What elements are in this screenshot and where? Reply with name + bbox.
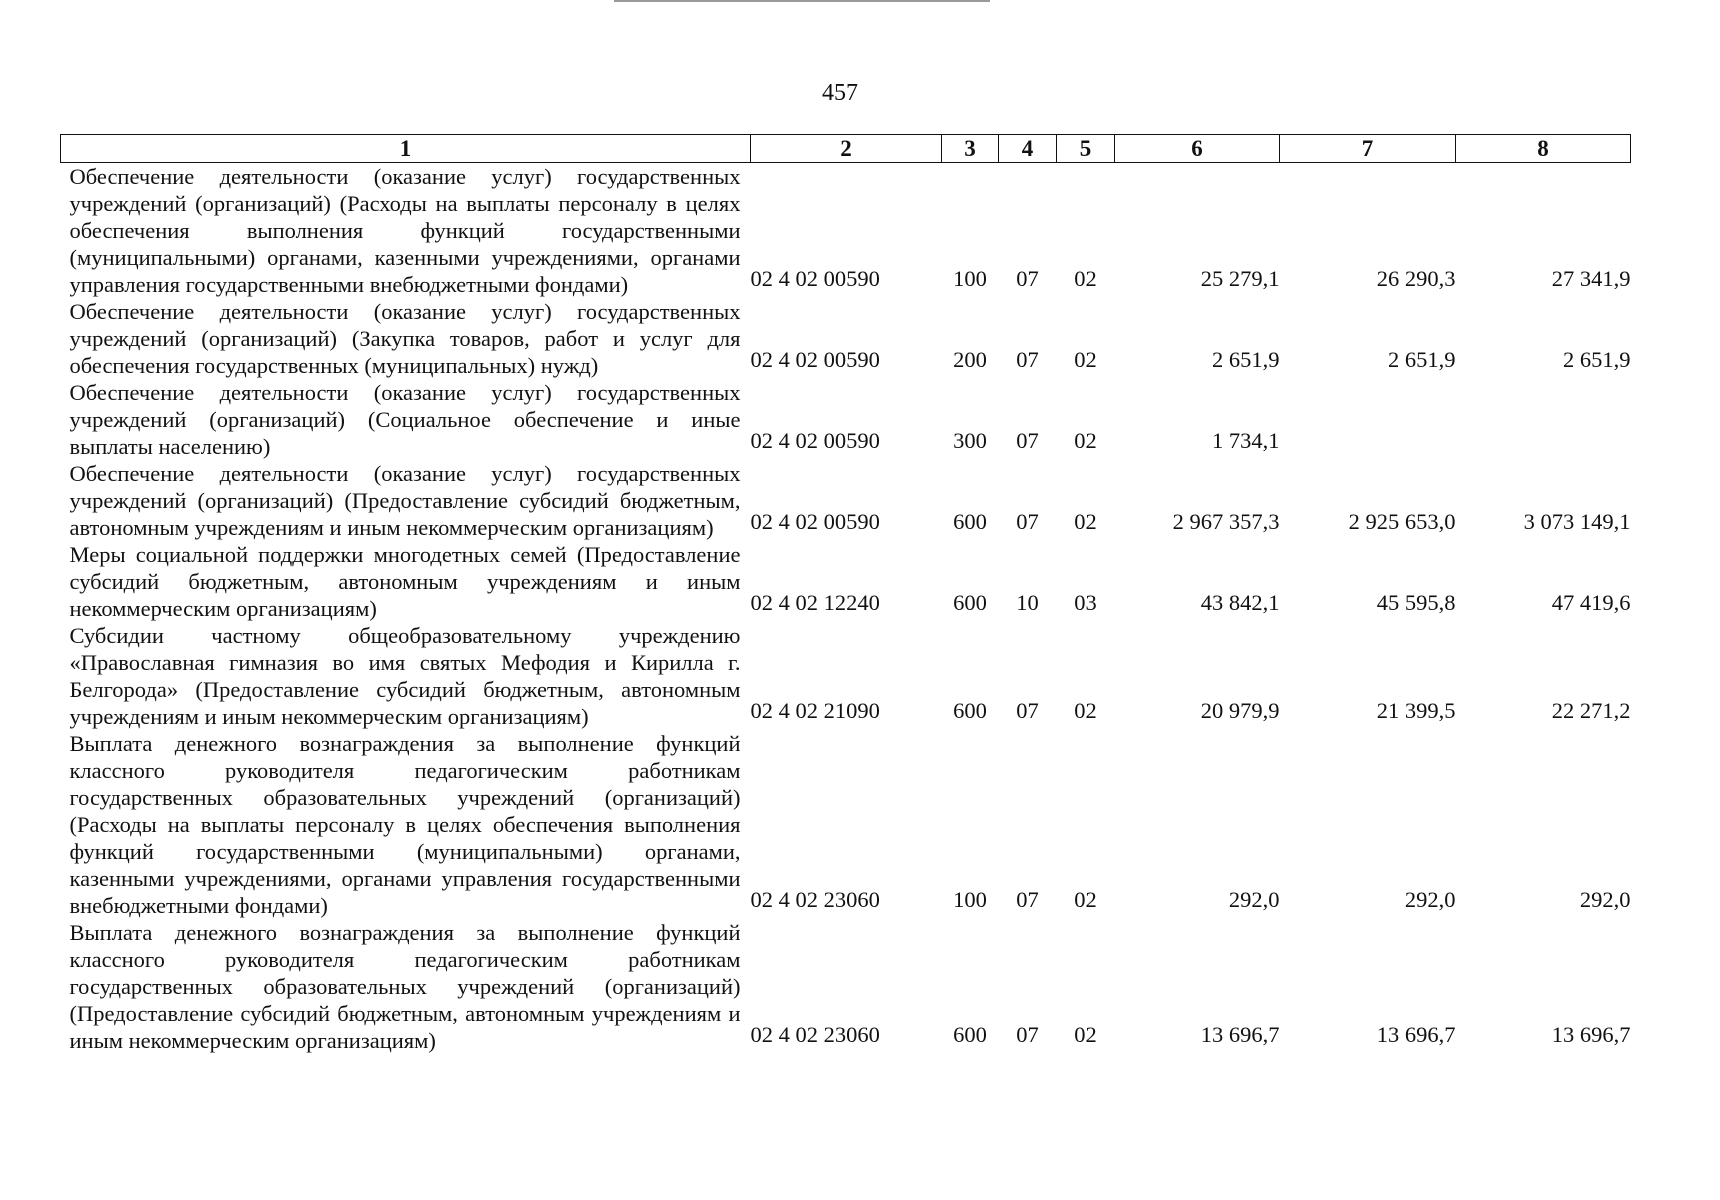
- row-value-8: 3 073 149,1: [1523, 509, 1631, 534]
- row-col-5: 02: [1074, 698, 1097, 723]
- row-col-3: 300: [953, 428, 987, 453]
- row-code: 02 4 02 21090: [750, 698, 880, 723]
- row-col-4: 07: [1016, 1022, 1039, 1047]
- row-col-4: 07: [1016, 509, 1039, 534]
- row-col-5: 02: [1074, 428, 1097, 453]
- row-description: Обеспечение деятельности (оказание услуг) государственных учреждений (организаций) (Закупка товаров, работ и услуг для обеспечения государственных (муниципальных) нужд): [69, 299, 741, 378]
- row-value-6: 292,0: [1228, 887, 1280, 912]
- row-col-4: 07: [1016, 887, 1039, 912]
- row-col-4: 07: [1016, 698, 1039, 723]
- row-description: Выплата денежного вознаграждения за выполнение функций классного руководителя педагогическим работникам государственных образовательных учреждений (организаций) (Расходы на выплаты персоналу в целях обеспечения выполнения функций государственными (муниципальными) органами, казенными учреждениями, органами управления государственными внебюджетными фондами): [69, 731, 741, 918]
- row-col-3: 100: [953, 887, 987, 912]
- row-col-5: 03: [1074, 590, 1097, 615]
- row-description: Меры социальной поддержки многодетных семей (Предоставление субсидий бюджетным, автономным учреждениям и иным некоммерческим организациям): [69, 542, 741, 621]
- row-col-5: 02: [1074, 347, 1097, 372]
- row-col-5: 02: [1074, 509, 1097, 534]
- row-value-8: 27 341,9: [1551, 266, 1631, 291]
- row-value-7: 26 290,3: [1376, 266, 1456, 291]
- row-code: 02 4 02 00590: [750, 347, 880, 372]
- column-header-3: 3: [942, 135, 999, 163]
- row-col-5: 02: [1074, 1022, 1097, 1047]
- table-body: [61, 163, 1631, 1055]
- row-col-5: 02: [1074, 266, 1097, 291]
- row-col-4: 07: [1016, 266, 1039, 291]
- column-header-2: 2: [751, 135, 942, 163]
- row-description: Обеспечение деятельности (оказание услуг) государственных учреждений (организаций) (Расходы на выплаты персоналу в целях обеспечения выполнения функций государственными (муниципальными) органами, казенными учреждениями, органами управления государственными внебюджетными фондами): [69, 164, 741, 297]
- row-value-7: 292,0: [1404, 887, 1456, 912]
- row-code: 02 4 02 12240: [750, 590, 880, 615]
- table-header: [61, 135, 1631, 163]
- header-row: [61, 135, 1631, 163]
- row-col-4: 10: [1016, 590, 1039, 615]
- row-value-7: 13 696,7: [1376, 1022, 1456, 1047]
- row-value-6: 2 967 357,3: [1172, 509, 1280, 534]
- row-col-3: 100: [953, 266, 987, 291]
- row-col-3: 600: [953, 1022, 987, 1047]
- row-code: 02 4 02 00590: [750, 266, 880, 291]
- row-description: Субсидии частному общеобразовательному учреждению «Православная гимназия во имя святых Мефодия и Кирилла г. Белгорода» (Предоставление субсидий бюджетным, автономным учреждениям и иным некоммерческим организациям): [69, 623, 741, 729]
- row-value-6: 13 696,7: [1200, 1022, 1280, 1047]
- table-row: [61, 919, 1631, 1054]
- row-value-8: [1456, 379, 1631, 460]
- row-code: 02 4 02 00590: [750, 509, 880, 534]
- row-code: 02 4 02 00590: [750, 428, 880, 453]
- column-header-8: 8: [1456, 135, 1631, 163]
- row-value-6: 1 734,1: [1212, 428, 1280, 453]
- row-col-3: 600: [953, 698, 987, 723]
- row-col-5: 02: [1074, 887, 1097, 912]
- row-col-3: 200: [953, 347, 987, 372]
- row-description: Обеспечение деятельности (оказание услуг) государственных учреждений (организаций) (Предоставление субсидий бюджетным, автономным учреждениям и иным некоммерческим организациям): [69, 461, 741, 540]
- table-row: [61, 622, 1631, 730]
- column-header-6: 6: [1115, 135, 1280, 163]
- row-value-8: 13 696,7: [1551, 1022, 1631, 1047]
- table-row: [61, 379, 1631, 460]
- table-row: [61, 730, 1631, 919]
- column-header-4: 4: [999, 135, 1057, 163]
- column-header-1: 1: [61, 135, 751, 163]
- row-col-4: 07: [1016, 428, 1039, 453]
- budget-table: [60, 134, 1631, 1054]
- row-value-8: 292,0: [1579, 887, 1631, 912]
- row-description: Обеспечение деятельности (оказание услуг) государственных учреждений (организаций) (Социальное обеспечение и иные выплаты населению): [69, 380, 741, 459]
- row-value-7: 2 925 653,0: [1348, 509, 1456, 534]
- row-value-6: 43 842,1: [1200, 590, 1280, 615]
- column-header-7: 7: [1280, 135, 1456, 163]
- row-value-7: 2 651,9: [1388, 347, 1456, 372]
- table-row: [61, 541, 1631, 622]
- row-value-8: 22 271,2: [1551, 698, 1631, 723]
- row-col-4: 07: [1016, 347, 1039, 372]
- table-row: [61, 460, 1631, 541]
- row-description: Выплата денежного вознаграждения за выполнение функций классного руководителя педагогическим работникам государственных образовательных учреждений (организаций) (Предоставление субсидий бюджетным, автономным учреждениям и иным некоммерческим организациям): [69, 920, 741, 1053]
- page-number: 457: [822, 80, 858, 106]
- top-rule: [614, 0, 990, 2]
- row-code: 02 4 02 23060: [750, 1022, 880, 1047]
- row-value-8: 2 651,9: [1563, 347, 1631, 372]
- row-value-6: 20 979,9: [1200, 698, 1280, 723]
- row-value-7: 21 399,5: [1376, 698, 1456, 723]
- row-col-3: 600: [953, 509, 987, 534]
- row-value-7: 45 595,8: [1376, 590, 1456, 615]
- table-row: [61, 163, 1631, 299]
- row-value-6: 2 651,9: [1212, 347, 1280, 372]
- column-header-5: 5: [1057, 135, 1115, 163]
- row-code: 02 4 02 23060: [750, 887, 880, 912]
- row-value-8: 47 419,6: [1551, 590, 1631, 615]
- table-row: [61, 298, 1631, 379]
- row-value-7: [1280, 379, 1456, 460]
- row-col-3: 600: [953, 590, 987, 615]
- row-value-6: 25 279,1: [1200, 266, 1280, 291]
